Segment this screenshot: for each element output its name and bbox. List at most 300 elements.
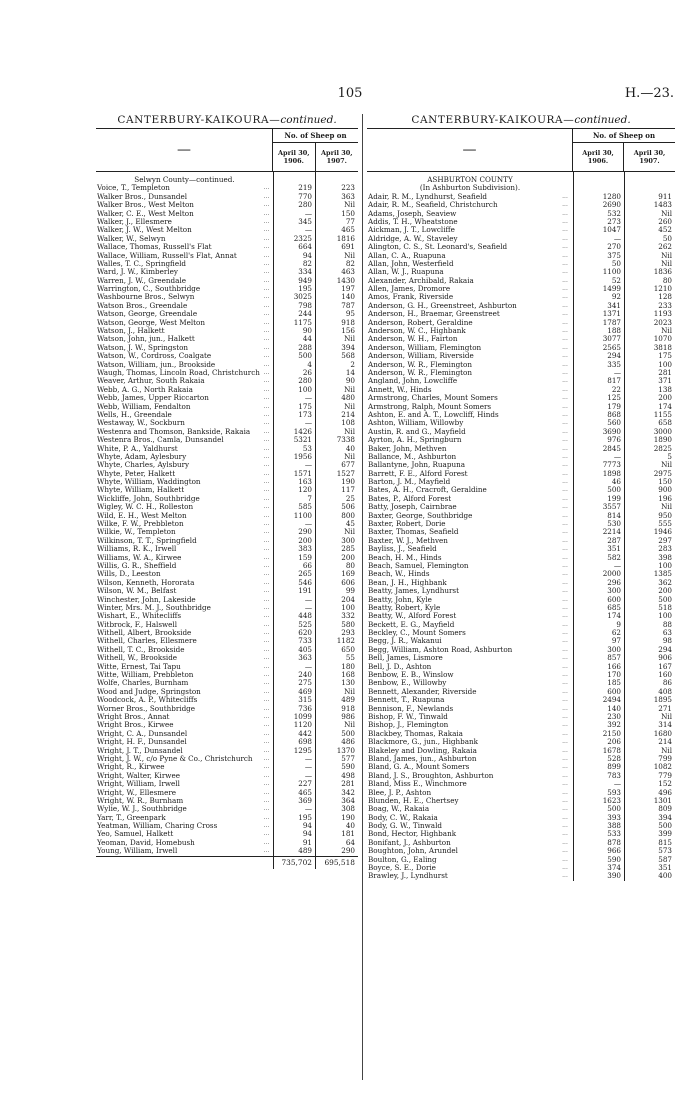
leader-dots: ... xyxy=(562,645,568,653)
table-row xyxy=(96,738,358,746)
table-row xyxy=(96,243,358,251)
sheep-1907: 950 xyxy=(624,512,675,520)
leader-dots: ... xyxy=(263,444,270,452)
owner-name: Withell, Charles, Ellesmere xyxy=(97,637,197,646)
sheep-1907: 197 xyxy=(315,285,358,293)
sheep-1907: Nil xyxy=(315,403,358,411)
sheep-1907: 779 xyxy=(624,772,675,780)
sheep-1906: 2494 xyxy=(573,696,624,704)
leader-dots: ... xyxy=(263,662,270,670)
sheep-1906: 698 xyxy=(273,738,315,746)
sheep-1907: 90 xyxy=(315,377,358,385)
sheep-1906: 532 xyxy=(573,210,624,218)
owner-name: Annett, W., Hinds xyxy=(368,385,432,394)
owner-name: Ashton, William, Willowby xyxy=(368,419,464,428)
owner-name: Baxter, Thomas, Seafield xyxy=(368,528,459,537)
sheep-1907: 1385 xyxy=(624,570,675,578)
sheep-1907: Nil xyxy=(315,688,358,696)
sheep-1907: 55 xyxy=(315,654,358,662)
owner-name: Wilson, Kenneth, Hororata xyxy=(97,578,195,587)
leader-dots: ... xyxy=(562,864,568,872)
table-row xyxy=(96,252,358,260)
table-row xyxy=(367,335,675,343)
leader-dots: ... xyxy=(263,343,270,351)
leader-dots: ... xyxy=(562,603,568,611)
table-row xyxy=(367,671,675,679)
table-row xyxy=(96,797,358,805)
sheep-1907: 7338 xyxy=(315,436,358,444)
leader-dots: ... xyxy=(562,679,568,687)
sheep-1907: 799 xyxy=(624,755,675,763)
sheep-1907: 314 xyxy=(624,721,675,729)
sheep-1906: 405 xyxy=(273,646,315,654)
table-row xyxy=(367,612,675,620)
sheep-1907: 809 xyxy=(624,805,675,813)
sheep-1907: Nil xyxy=(624,503,675,511)
table-row xyxy=(96,436,358,444)
owner-name: Anderson, William, Riverside xyxy=(368,352,474,361)
sheep-1907: 465 xyxy=(315,226,358,234)
table-row xyxy=(367,201,675,209)
leader-dots: ... xyxy=(263,578,270,586)
table-row xyxy=(96,302,358,310)
leader-dots: ... xyxy=(562,209,568,217)
table-row xyxy=(96,201,358,209)
date-1906-header: April 30, 1906. xyxy=(573,143,624,171)
leader-dots: ... xyxy=(263,561,270,569)
sheep-1906: 206 xyxy=(573,738,624,746)
sheep-count-header: No. of Sheep on xyxy=(273,129,358,143)
table-row xyxy=(367,847,675,855)
sheep-1907: 371 xyxy=(624,377,675,385)
leader-dots: ... xyxy=(562,444,568,452)
sheep-1907: 214 xyxy=(624,738,675,746)
leader-dots: ... xyxy=(263,729,270,737)
sheep-1907: 1946 xyxy=(624,528,675,536)
owner-name: Webb, James, Upper Riccarton xyxy=(97,394,209,403)
owner-name: Ashton, E. and A. T., Lowcliff, Hinds xyxy=(368,410,499,419)
table-row xyxy=(367,814,675,822)
owner-name: Bell, J. D., Ashton xyxy=(368,662,432,671)
sheep-1906: 166 xyxy=(573,663,624,671)
sheep-1906: — xyxy=(573,235,624,243)
left-column xyxy=(96,114,358,869)
table-row xyxy=(367,705,675,713)
table-row xyxy=(367,486,675,494)
owner-name: Walker, J., Ellesmere xyxy=(97,217,172,226)
sheep-1906: 5321 xyxy=(273,436,315,444)
table-row xyxy=(367,780,675,788)
owner-name: Young, William, Irwell xyxy=(97,847,178,856)
sheep-1907: 100 xyxy=(624,612,675,620)
sheep-1906: 770 xyxy=(273,193,315,201)
sheep-1907: 590 xyxy=(315,763,358,771)
sheep-1907: 918 xyxy=(315,705,358,713)
table-row xyxy=(367,747,675,755)
owner-name: Blee, J. P., Ashton xyxy=(368,788,432,797)
leader-dots: ... xyxy=(562,587,568,595)
table-row xyxy=(96,344,358,352)
owner-name: Beatty, John, Kyle xyxy=(368,595,432,604)
owner-name: Webb, A. G., North Rakaia xyxy=(97,385,193,394)
date-1907-header: April 30, 1907. xyxy=(633,149,666,165)
owner-name: Walker, C. E., West Melton xyxy=(97,209,194,218)
sheep-1906: 733 xyxy=(273,637,315,645)
owner-name: Ballance, M., Ashburton xyxy=(368,452,457,461)
sheep-1906: 334 xyxy=(273,268,315,276)
sheep-1907: 986 xyxy=(315,713,358,721)
table-row xyxy=(96,277,358,285)
leader-dots: ... xyxy=(562,746,568,754)
sheep-1907: 77 xyxy=(315,218,358,226)
leader-dots: ... xyxy=(562,394,568,402)
table-row xyxy=(96,847,358,855)
sheep-1907: 496 xyxy=(624,789,675,797)
table-row xyxy=(96,780,358,788)
leader-dots: ... xyxy=(562,620,568,628)
sheep-1906: 878 xyxy=(573,839,624,847)
table-row xyxy=(96,721,358,729)
leader-dots: ... xyxy=(263,268,270,276)
table-row xyxy=(367,730,675,738)
owner-name: Wilkinson, T. T., Springfield xyxy=(97,536,197,545)
sheep-1907: Nil xyxy=(315,428,358,436)
owner-name: Wright, R., Kirwee xyxy=(97,763,165,772)
left-column-title: CANTERBURY-KAIKOURA—continued. xyxy=(117,114,337,126)
owner-name: Anderson, G. H., Greenstreet, Ashburton xyxy=(368,301,517,310)
leader-dots: ... xyxy=(263,595,270,603)
table-row xyxy=(367,830,675,838)
leader-dots: ... xyxy=(562,310,568,318)
owner-name: Anderson, William, Flemington xyxy=(368,343,482,352)
owner-name: Angland, John, Lowcliffe xyxy=(368,377,458,386)
leader-dots: ... xyxy=(562,410,568,418)
sheep-1906: 1175 xyxy=(273,319,315,327)
sheep-1907: 294 xyxy=(624,646,675,654)
sheep-1907: 573 xyxy=(624,847,675,855)
sheep-1907: 918 xyxy=(315,319,358,327)
table-row xyxy=(96,428,358,436)
sheep-1907: 1680 xyxy=(624,730,675,738)
sheep-1907: 463 xyxy=(315,268,358,276)
table-row xyxy=(96,377,358,385)
sheep-1907: 500 xyxy=(624,596,675,604)
leader-dots: ... xyxy=(263,645,270,653)
owner-name: Bennison, F., Newlands xyxy=(368,704,454,713)
owner-name: Walles, T. C., Springfield xyxy=(97,259,186,268)
owner-name: Witte, William, Prebbleton xyxy=(97,671,194,680)
leader-dots: ... xyxy=(562,696,568,704)
leader-dots: ... xyxy=(263,771,270,779)
sheep-1906: 530 xyxy=(573,520,624,528)
sheep-1906: 280 xyxy=(273,201,315,209)
sheep-1907: 150 xyxy=(624,478,675,486)
sheep-1907: 190 xyxy=(315,814,358,822)
sheep-1906: 175 xyxy=(273,403,315,411)
sheep-1906: 199 xyxy=(573,495,624,503)
sheep-1907: 285 xyxy=(315,545,358,553)
owner-name: Allen, James, Dromore xyxy=(368,285,451,294)
table-row xyxy=(96,545,358,553)
leader-dots: ... xyxy=(562,754,568,762)
owner-name: Baxter, Robert, Dorie xyxy=(368,520,446,529)
sheep-1906: 270 xyxy=(573,243,624,251)
sheep-1906: 899 xyxy=(573,763,624,771)
sheep-1906: 1047 xyxy=(573,226,624,234)
table-row xyxy=(367,411,675,419)
table-row xyxy=(367,545,675,553)
sheep-1906: 94 xyxy=(273,252,315,260)
owner-name: Watson, W., Cordross, Coalgate xyxy=(97,352,212,361)
sheep-1906: 275 xyxy=(273,679,315,687)
table-row xyxy=(367,403,675,411)
sheep-1906: 593 xyxy=(573,789,624,797)
table-row xyxy=(96,260,358,268)
sheep-1907: 500 xyxy=(624,822,675,830)
sheep-1907: 1082 xyxy=(624,763,675,771)
owner-name: Withell, W., Brookside xyxy=(97,654,178,663)
sheep-1907: 2975 xyxy=(624,470,675,478)
sheep-1907: 1483 xyxy=(624,201,675,209)
owner-name: Batty, Joseph, Cairnbrae xyxy=(368,503,457,512)
name-column-header: — xyxy=(367,129,573,171)
leader-dots: ... xyxy=(562,360,568,368)
table-row xyxy=(96,293,358,301)
sheep-1906: 52 xyxy=(573,277,624,285)
sheep-1907: 290 xyxy=(315,847,358,855)
owner-name: Blackbey, Thomas, Rakaia xyxy=(368,729,463,738)
table-row xyxy=(96,403,358,411)
sheep-1907: 1182 xyxy=(315,637,358,645)
leader-dots: ... xyxy=(562,662,568,670)
sheep-1907: 88 xyxy=(624,621,675,629)
sheep-1907: 1370 xyxy=(315,747,358,755)
leader-dots: ... xyxy=(263,293,270,301)
leader-dots: ... xyxy=(562,553,568,561)
leader-dots: ... xyxy=(263,570,270,578)
sheep-1906: 265 xyxy=(273,570,315,578)
sheep-1906: 489 xyxy=(273,847,315,855)
owner-name: Westaway, W., Sockburn xyxy=(97,419,185,428)
table-row xyxy=(96,369,358,377)
sheep-1907: Nil xyxy=(624,747,675,755)
leader-dots: ... xyxy=(562,788,568,796)
leader-dots: ... xyxy=(562,217,568,225)
sheep-1907: 25 xyxy=(315,495,358,503)
table-row xyxy=(367,663,675,671)
owner-name: Beatty, Robert, Kyle xyxy=(368,603,441,612)
leader-dots: ... xyxy=(562,201,568,209)
owner-name: Armstrong, Charles, Mount Somers xyxy=(368,394,498,403)
table-row xyxy=(367,579,675,587)
table-row xyxy=(367,268,675,276)
sheep-1907: 100 xyxy=(624,361,675,369)
sheep-1906: 46 xyxy=(573,478,624,486)
sheep-1907: 1301 xyxy=(624,797,675,805)
owner-name: Wickliffe, John, Southbridge xyxy=(97,494,200,503)
owner-name: Whyte, Peter, Halkett xyxy=(97,469,176,478)
owner-name: Watson, John, jun., Halkett xyxy=(97,335,195,344)
sheep-1907: 200 xyxy=(624,394,675,402)
table-row xyxy=(96,352,358,360)
leader-dots: ... xyxy=(562,276,568,284)
table-row xyxy=(96,210,358,218)
sheep-1907: 489 xyxy=(315,696,358,704)
table-row xyxy=(96,310,358,318)
sheep-1906: 287 xyxy=(573,537,624,545)
sheep-1907: 140 xyxy=(315,293,358,301)
table-row xyxy=(367,688,675,696)
leader-dots: ... xyxy=(562,452,568,460)
table-row xyxy=(96,335,358,343)
sheep-1906: — xyxy=(273,604,315,612)
owner-name: Whyte, Charles, Aylsbury xyxy=(97,461,190,470)
sheep-1906: — xyxy=(573,453,624,461)
leader-dots: ... xyxy=(562,796,568,804)
sheep-1906: — xyxy=(273,210,315,218)
table-row xyxy=(367,570,675,578)
sheep-1907: 518 xyxy=(624,604,675,612)
sheep-1906: 335 xyxy=(573,361,624,369)
table-row xyxy=(367,495,675,503)
leader-dots: ... xyxy=(263,402,270,410)
owner-name: Yeoman, David, Homebush xyxy=(97,838,195,847)
sheep-1907: 180 xyxy=(315,663,358,671)
leader-dots: ... xyxy=(263,360,270,368)
right-table-body xyxy=(367,172,675,881)
owner-name: Willis, G. R., Sheffield xyxy=(97,561,177,570)
sheep-1906: 1295 xyxy=(273,747,315,755)
table-row xyxy=(367,428,675,436)
owner-name: Wright, J. T., Dunsandel xyxy=(97,746,183,755)
table-row xyxy=(367,654,675,662)
table-row xyxy=(96,805,358,813)
table-row xyxy=(367,789,675,797)
subsection-heading-text: (In Ashburton Subdivision). xyxy=(419,183,521,193)
sheep-1906: 173 xyxy=(273,411,315,419)
table-row xyxy=(367,302,675,310)
sheep-1907: 99 xyxy=(315,587,358,595)
leader-dots: ... xyxy=(562,478,568,486)
sheep-1906: 191 xyxy=(273,587,315,595)
sheep-1907: Nil xyxy=(624,252,675,260)
table-row xyxy=(367,453,675,461)
leader-dots: ... xyxy=(263,276,270,284)
sheep-1907: 50 xyxy=(624,235,675,243)
sheep-1907: 394 xyxy=(624,814,675,822)
owner-name: Bennett, Alexander, Riverside xyxy=(368,687,477,696)
owner-name: Waugh, Thomas, Lincoln Road, Christchurch xyxy=(97,368,260,377)
sheep-1907: Nil xyxy=(315,453,358,461)
leader-dots: ... xyxy=(263,368,270,376)
leader-dots: ... xyxy=(263,259,270,267)
table-row xyxy=(96,629,358,637)
sheep-1906: 219 xyxy=(273,184,315,192)
owner-name: Walker Bros., Dunsandel xyxy=(97,192,188,201)
sheep-1906: 500 xyxy=(573,486,624,494)
sheep-1907: 130 xyxy=(315,679,358,687)
owner-name: Anderson, H., Braemar, Greenstreet xyxy=(368,310,500,319)
sheep-1907: 95 xyxy=(315,310,358,318)
owner-name: Wills, D., Leeston xyxy=(97,570,161,579)
owner-name: Alington, C. S., St. Leonard's, Seafield xyxy=(368,243,508,252)
total-1907: 695,518 xyxy=(315,857,358,869)
sheep-1906: — xyxy=(273,805,315,813)
sheep-1906: 2214 xyxy=(573,528,624,536)
sheep-1907: 128 xyxy=(624,293,675,301)
sheep-1907: Nil xyxy=(624,327,675,335)
table-row xyxy=(367,319,675,327)
owner-name: Ward, J. W., Kimberley xyxy=(97,268,178,277)
leader-dots: ... xyxy=(562,251,568,259)
leader-dots: ... xyxy=(562,729,568,737)
table-row xyxy=(367,864,675,872)
leader-dots: ... xyxy=(562,385,568,393)
owner-name: Amos, Frank, Riverside xyxy=(368,293,454,302)
sheep-1906: 195 xyxy=(273,814,315,822)
leader-dots: ... xyxy=(562,813,568,821)
owner-name: Anderson, W. H., Fairton xyxy=(368,335,458,344)
leader-dots: ... xyxy=(562,637,568,645)
table-row xyxy=(367,344,675,352)
sheep-1906: 560 xyxy=(573,419,624,427)
document-reference: H.—23. xyxy=(624,86,674,101)
sheep-1906: 465 xyxy=(273,789,315,797)
leader-dots: ... xyxy=(263,687,270,695)
leader-dots: ... xyxy=(562,528,568,536)
sheep-1906: 383 xyxy=(273,545,315,553)
table-row xyxy=(96,394,358,402)
owner-name: Wolfe, Charles, Burnham xyxy=(97,679,189,688)
owner-name: Walker, J. W., West Melton xyxy=(97,226,192,235)
leader-dots: ... xyxy=(263,243,270,251)
sheep-1906: — xyxy=(273,663,315,671)
sheep-1907: 190 xyxy=(315,478,358,486)
owner-name: Walker Bros., West Melton xyxy=(97,201,194,210)
sheep-1907: 40 xyxy=(315,445,358,453)
sheep-1906: 97 xyxy=(573,637,624,645)
table-row xyxy=(367,419,675,427)
leader-dots: ... xyxy=(562,335,568,343)
owner-name: Bland, James, jun., Ashburton xyxy=(368,754,477,763)
table-row xyxy=(96,612,358,620)
owner-name: Beach, Samuel, Flemington xyxy=(368,561,469,570)
leader-dots: ... xyxy=(263,822,270,830)
sheep-1907: 1210 xyxy=(624,285,675,293)
sheep-1906: 1120 xyxy=(273,721,315,729)
leader-dots: ... xyxy=(562,469,568,477)
owner-name: Blakeley and Dowling, Rakaia xyxy=(368,746,477,755)
sheep-1906: — xyxy=(273,772,315,780)
table-row xyxy=(367,377,675,385)
table-row xyxy=(96,747,358,755)
leader-dots: ... xyxy=(562,436,568,444)
leader-dots: ... xyxy=(562,293,568,301)
sheep-1907: 2825 xyxy=(624,445,675,453)
leader-dots: ... xyxy=(263,620,270,628)
sheep-1906: 288 xyxy=(273,344,315,352)
leader-dots: ... xyxy=(263,545,270,553)
sheep-1906: 185 xyxy=(573,679,624,687)
sheep-1907: 293 xyxy=(315,629,358,637)
right-column-title: CANTERBURY-KAIKOURA—continued. xyxy=(411,114,631,126)
sheep-1906: 620 xyxy=(273,629,315,637)
sheep-1906: 1426 xyxy=(273,428,315,436)
owner-name: Boulton, G., Ealing xyxy=(368,855,437,864)
leader-dots: ... xyxy=(263,704,270,712)
table-row xyxy=(367,537,675,545)
owner-name: Boag, W., Rakaia xyxy=(368,805,430,814)
